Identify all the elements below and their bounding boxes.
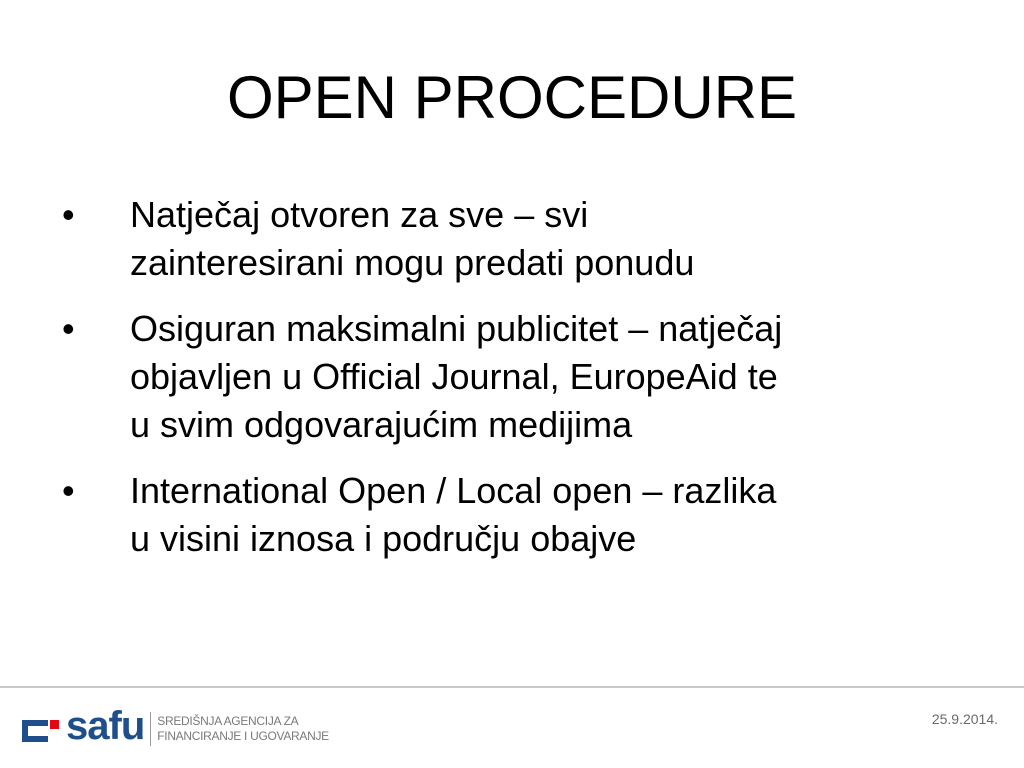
agency-name: [157, 714, 329, 744]
bullet-text-line: u svim odgovarajućim medijima: [130, 404, 633, 445]
agency-name-line: SREDIŠNJA AGENCIJA ZA: [157, 714, 299, 728]
bullet-text-line: objavljen u Official Journal, EuropeAid te: [130, 356, 778, 397]
logo-wordmark: safu: [66, 704, 145, 748]
bullet-text-line: zainteresirani mogu predati ponudu: [130, 242, 695, 283]
bullet-item: [62, 191, 972, 287]
bullet-text-line: International Open / Local open – razlika: [130, 470, 777, 511]
slide-date: 25.9.2014.: [931, 711, 998, 727]
logo-separator: [150, 712, 151, 746]
safu-logo-icon: [22, 714, 62, 744]
footer-divider: [0, 686, 1024, 688]
bullet-list: [62, 191, 972, 581]
bullet-marker: •: [62, 470, 75, 511]
bullet-text-line: Natječaj otvoren za sve – svi: [130, 194, 589, 235]
bullet-item: [62, 467, 972, 563]
bullet-text-line: Osiguran maksimalni publicitet – natječaj: [130, 308, 783, 349]
bullet-item: [62, 305, 972, 449]
bullet-text-line: u visini iznosa i području obajve: [130, 518, 637, 559]
bullet-marker: •: [62, 194, 75, 235]
safu-logo: [22, 704, 329, 751]
bullet-marker: •: [62, 308, 75, 349]
agency-name-line: FINANCIRANJE I UGOVARANJE: [157, 729, 329, 743]
slide-title: OPEN PROCEDURE: [226, 64, 798, 131]
